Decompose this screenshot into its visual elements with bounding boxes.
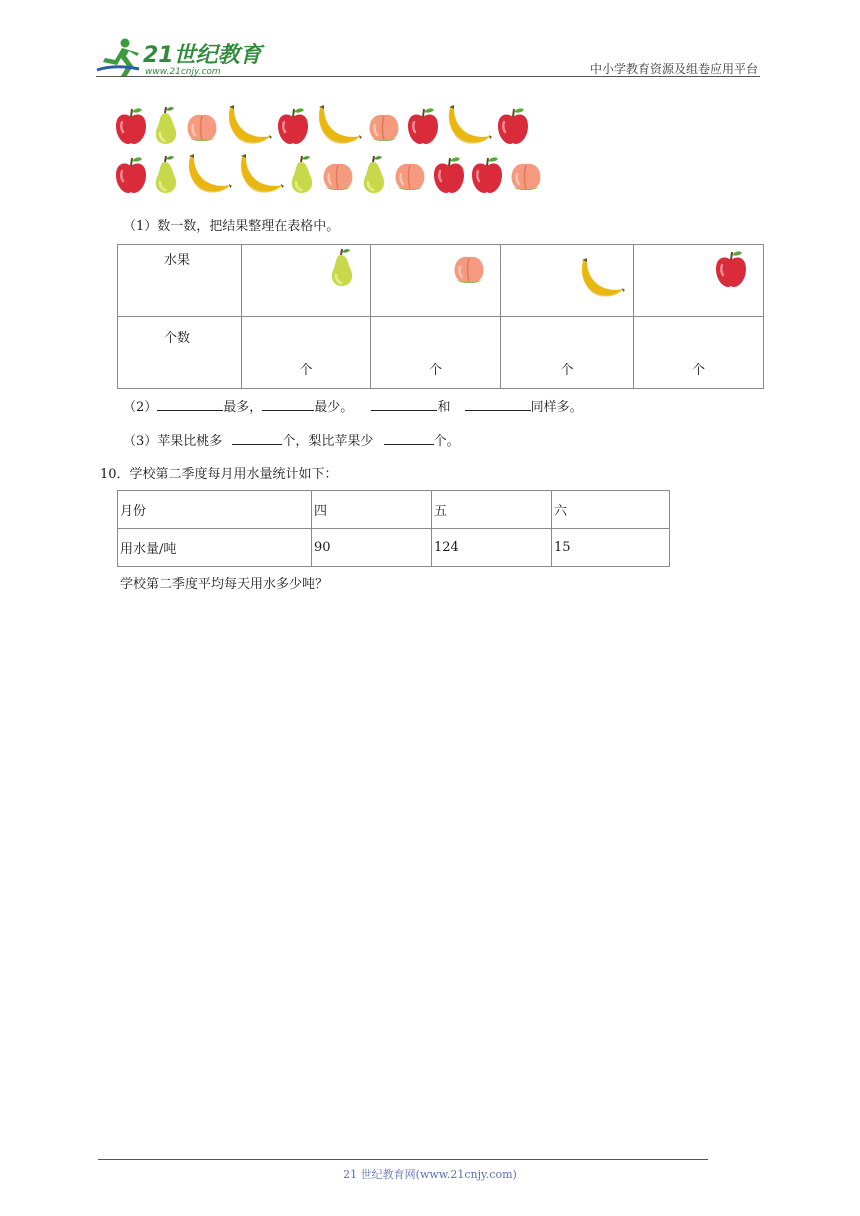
q9-part2-text1: 最多，: [223, 400, 263, 415]
banana-icon: [575, 257, 627, 305]
fruit-row-2: [112, 153, 546, 197]
apple-icon: [112, 106, 150, 146]
apple-icon: [468, 155, 506, 195]
q10-question: 学校第二季度平均每天用水多少吨？: [120, 577, 329, 592]
apple-header-cell: [634, 245, 764, 317]
pear-icon: [358, 154, 390, 196]
q9-part2-prefix: （2）: [123, 400, 158, 415]
unit-label: 个: [299, 363, 313, 378]
q9-part2-text4: 同样多。: [530, 400, 583, 415]
apple-icon: [404, 106, 442, 146]
apple-count-cell[interactable]: [634, 317, 764, 389]
q9-part2-text3: 和: [437, 400, 451, 415]
banana-icon: [182, 153, 234, 197]
apple-icon: [712, 249, 750, 293]
logo-text: 21世纪教育: [143, 43, 262, 68]
count-label-cell: [118, 317, 242, 389]
answer-blank[interactable]: [465, 397, 531, 411]
q9-part3: [123, 431, 460, 451]
header-divider: [96, 76, 760, 77]
month-may: 五: [432, 491, 552, 529]
usage-june: 15: [552, 529, 670, 567]
pear-header-cell: [242, 245, 371, 317]
peach-icon: [506, 156, 546, 194]
banana-icon: [312, 104, 364, 148]
month-june: 六: [552, 491, 670, 529]
peach-icon: [182, 107, 222, 145]
peach-count-cell[interactable]: [371, 317, 501, 389]
banana-icon: [222, 104, 274, 148]
footer-text: 21 世纪教育网(www.21cnjy.com): [343, 1168, 517, 1181]
unit-label: 个: [560, 363, 574, 378]
month-label: 月份: [118, 491, 312, 529]
answer-blank[interactable]: [262, 397, 314, 411]
usage-april: 90: [312, 529, 432, 567]
answer-blank[interactable]: [157, 397, 223, 411]
apple-icon: [430, 155, 468, 195]
banana-icon: [234, 153, 286, 197]
apple-icon: [274, 106, 312, 146]
peach-icon: [364, 107, 404, 145]
logo-url: www.21cnjy.com: [145, 67, 221, 77]
q10-title: 10．学校第二季度每月用水量统计如下：: [100, 467, 338, 482]
fruit-row-label: 水果: [164, 253, 191, 268]
banana-icon: [442, 104, 494, 148]
pear-icon: [286, 154, 318, 196]
fruit-label-cell: [118, 245, 242, 317]
q9-part2: [123, 397, 583, 417]
usage-may: 124: [432, 529, 552, 567]
answer-blank[interactable]: [371, 397, 437, 411]
count-row-label: 个数: [164, 331, 191, 346]
peach-icon: [390, 156, 430, 194]
answer-blank[interactable]: [232, 431, 282, 445]
pear-icon: [150, 105, 182, 147]
usage-label: 用水量/吨: [118, 529, 312, 567]
q9-part3-prefix: （3）苹果比桃多: [123, 434, 223, 449]
banana-count-cell[interactable]: [501, 317, 634, 389]
q9-part3-text1: 个，梨比苹果少: [282, 434, 374, 449]
fruit-row-1: [112, 104, 532, 148]
footer-divider: [98, 1159, 708, 1160]
water-usage-table: [117, 490, 670, 567]
q9-part3-text2: 个。: [433, 434, 460, 449]
answer-blank[interactable]: [384, 431, 434, 445]
peach-icon: [318, 156, 358, 194]
peach-header-cell: [371, 245, 501, 317]
pear-count-cell[interactable]: [242, 317, 371, 389]
fruit-count-table: [117, 244, 764, 389]
unit-label: 个: [691, 363, 705, 378]
apple-icon: [494, 106, 532, 146]
month-april: 四: [312, 491, 432, 529]
peach-icon: [449, 249, 489, 291]
platform-name: 中小学教育资源及组卷应用平台: [589, 62, 758, 76]
logo: [95, 36, 265, 78]
q9-part2-text2: 最少。: [314, 400, 354, 415]
pear-icon: [326, 247, 358, 293]
pear-icon: [150, 154, 182, 196]
apple-icon: [112, 155, 150, 195]
unit-label: 个: [428, 363, 442, 378]
banana-header-cell: [501, 245, 634, 317]
q9-part1: （1）数一数，把结果整理在表格中。: [123, 219, 340, 234]
